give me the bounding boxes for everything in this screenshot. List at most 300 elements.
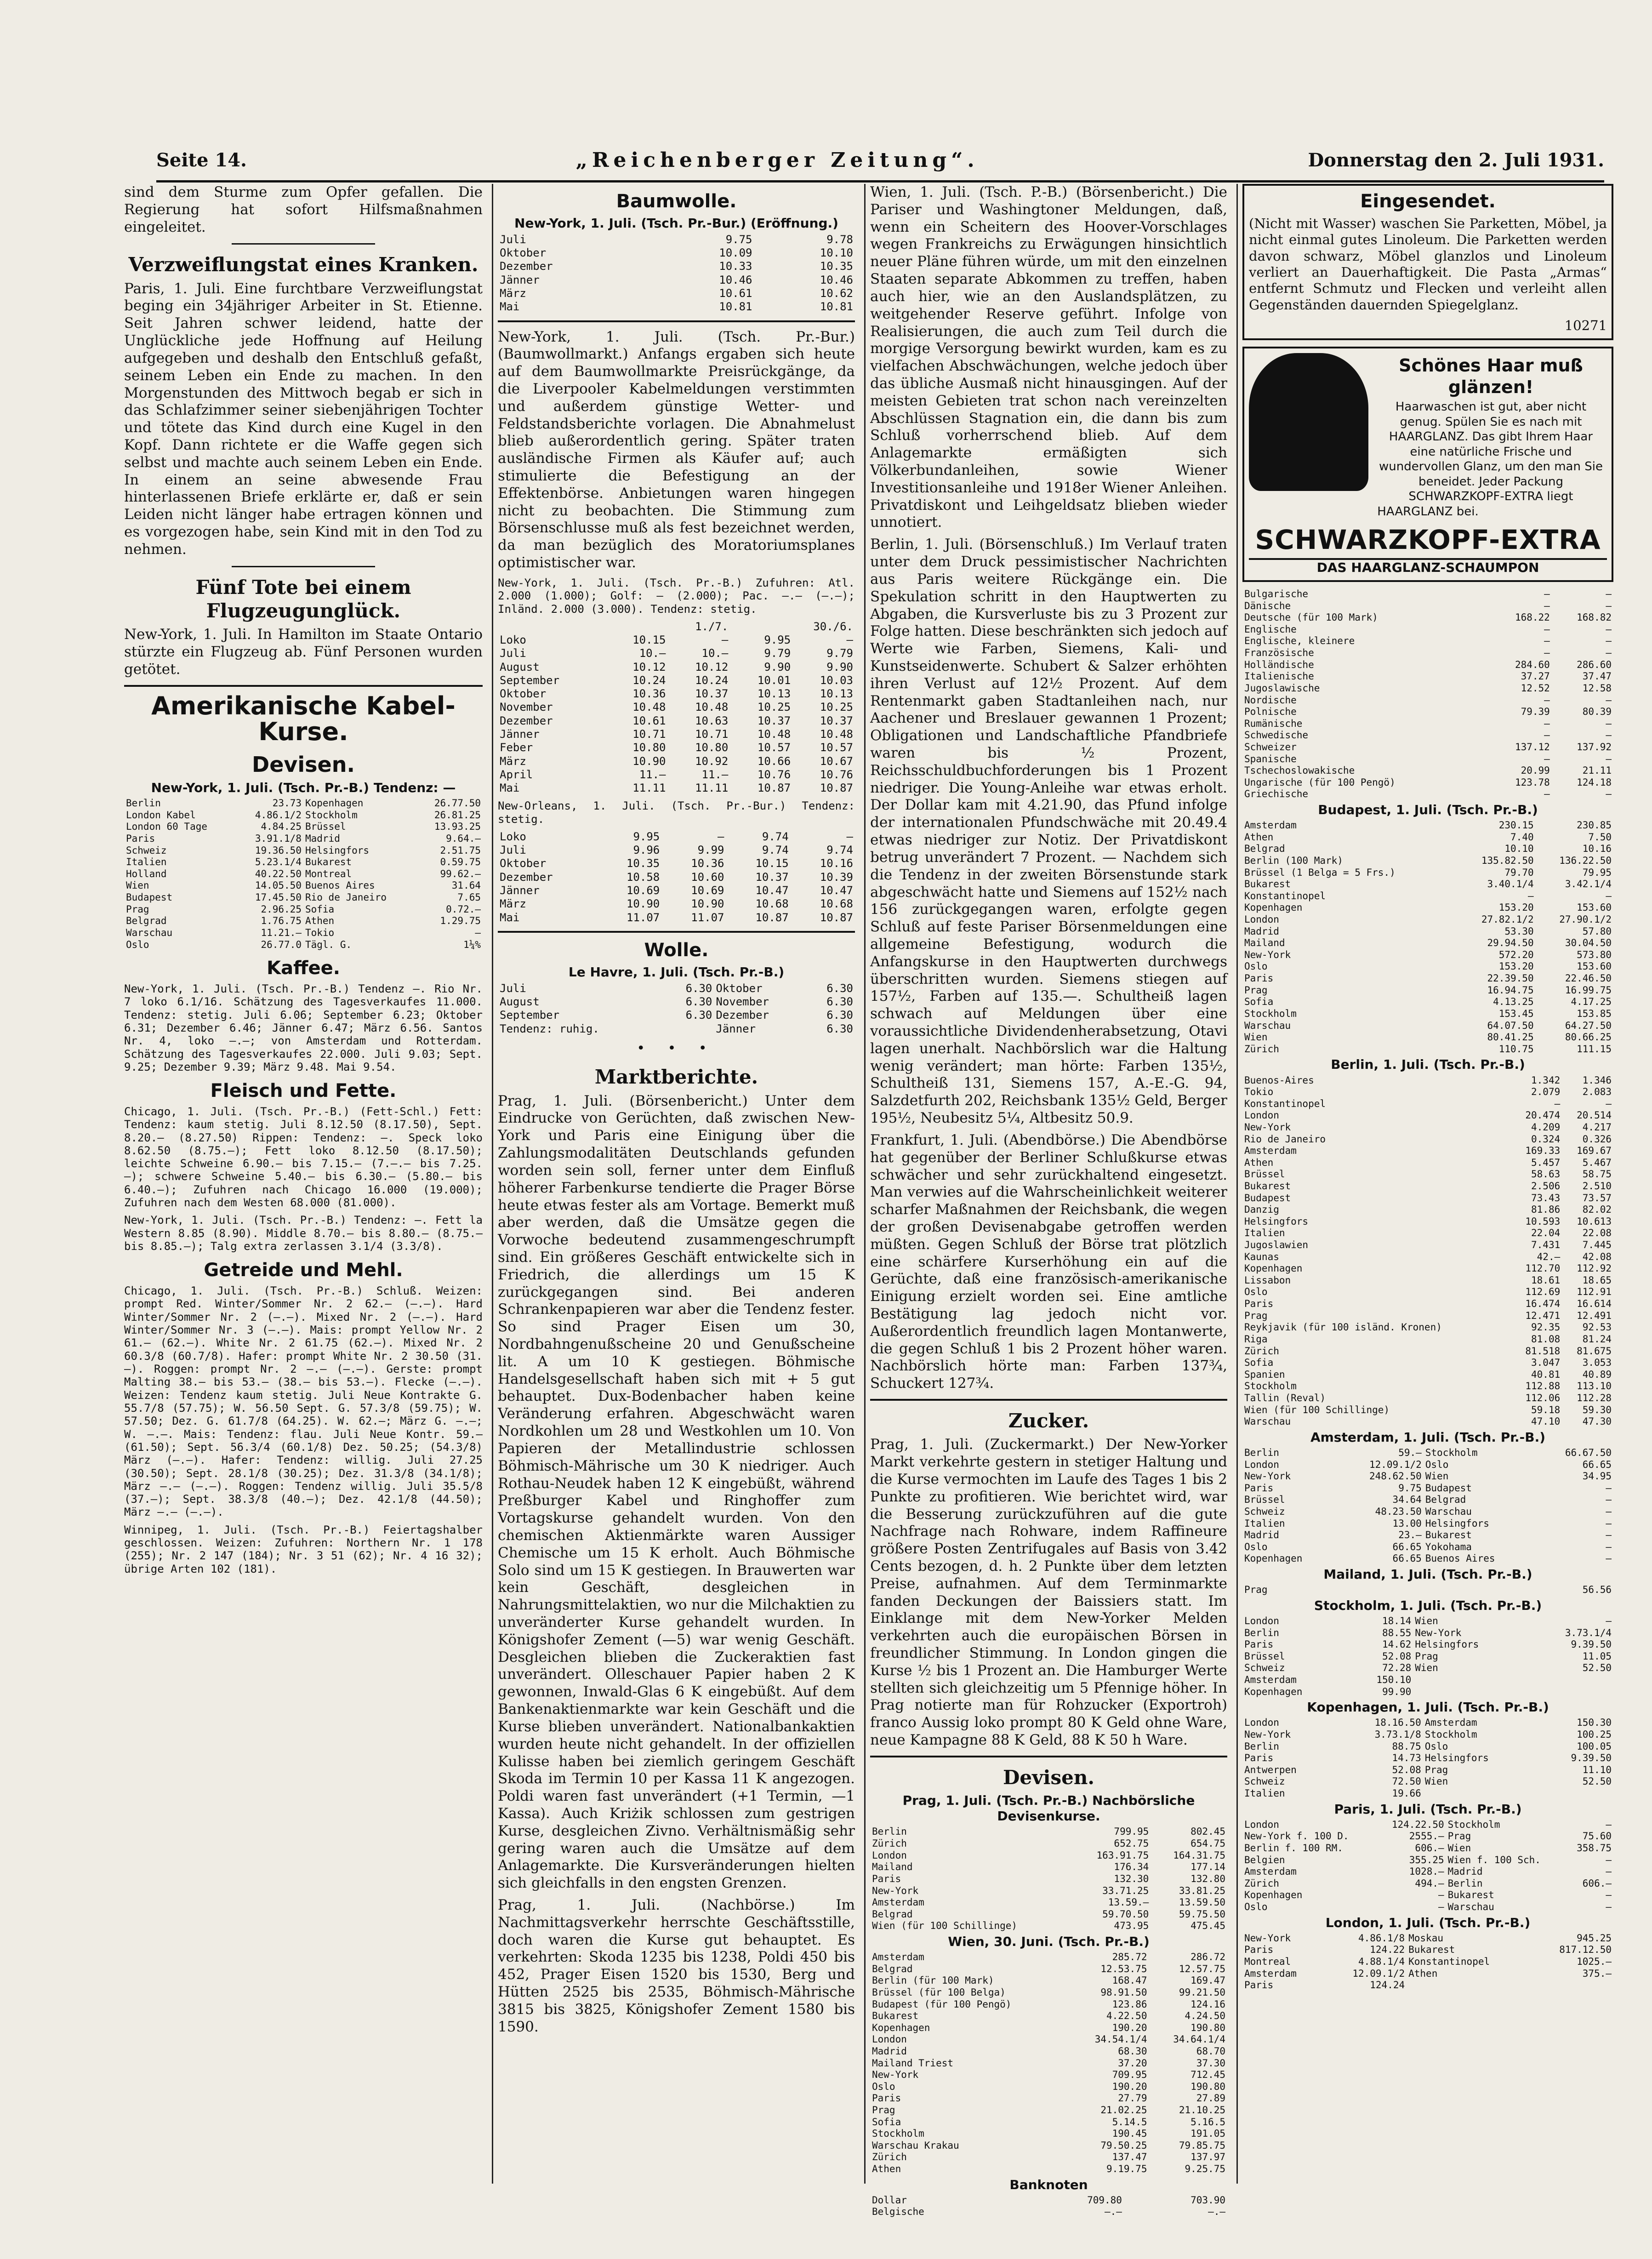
table-cell: — [1606,1553,1612,1564]
table-cell: Oslo [1424,1740,1448,1752]
table-cell: 9.74 [762,830,789,843]
table-cell: Kopenhagen [1244,1889,1303,1901]
advert-brand: SCHWARZKOPF-EXTRA [1255,524,1601,556]
table-cell: 80.39 [1582,706,1612,718]
table-cell: 112.06 [1525,1392,1561,1403]
table-row [498,982,855,995]
table-cell: 9.75 [1398,1482,1422,1494]
table-cell: 22.46.50 [1565,973,1612,984]
table-row [498,755,855,768]
table-cell: — [1606,1615,1612,1626]
table-cell: Belgrad [872,1963,913,1974]
table-cell: Dollar [872,2194,907,2206]
table-row [1242,612,1613,624]
table-row [870,1838,1227,1850]
stockholm-table [1242,1615,1613,1698]
table-row [870,2140,1227,2152]
table-cell: Polnische [1244,706,1297,718]
table-cell [1413,1686,1528,1698]
table-cell: New-York [872,2069,919,2081]
table-row [1242,985,1613,997]
wien-devisen-table [870,1951,1227,2175]
table-cell: Jänner [500,884,540,897]
table-cell: 10.81 [719,300,752,314]
table-cell: Griechische [1244,788,1309,800]
table-cell: 100.05 [1577,1740,1612,1752]
section-fleisch: Fleisch und Fette. [210,1080,397,1102]
table-cell: 4.88.1/4 [1358,1956,1405,1968]
column-1 [120,184,487,2184]
table-cell: New-York f. 100 D. [1244,1831,1349,1842]
dateline: Paris, 1. Juli. (Tsch. Pr.-B.) [1334,1801,1522,1817]
table-cell: 10.57 [757,741,791,754]
table-cell: 22.39.50 [1487,973,1534,984]
divider [232,243,375,245]
table-cell: Paris [1244,1482,1274,1494]
table-cell: 20.99 [1521,765,1550,776]
table-cell: Dezember [500,260,553,273]
table-cell: Jugoslawien [1244,1239,1309,1251]
table-cell: Rumänische [1244,718,1303,729]
table-cell: New-York [1244,1121,1291,1133]
table-cell: London [1244,1459,1279,1470]
berlin-devisen-table [1242,1075,1613,1428]
table-cell: 4.17.25 [1571,996,1612,1008]
table-cell: Prag [872,2105,895,2116]
newspaper-name: „Reichenberger Zeitung“. [575,148,979,172]
table-cell: — [1606,1854,1612,1865]
table-cell: 10.03 [820,673,853,687]
table-row [1242,695,1613,707]
table-cell: 3.053 [1582,1357,1612,1369]
table-cell: 34.54.1/4 [1094,2034,1147,2045]
page-number: Seite 14. [156,149,247,171]
table-cell: Jänner [716,1022,756,1035]
table-row [1242,1541,1613,1553]
table-cell: Italien [1244,1517,1285,1529]
table-row [1242,1169,1613,1181]
table-cell: Oslo [872,2081,895,2092]
table-row [1242,1020,1613,1032]
table-cell: 9.39.50 [1571,1639,1612,1650]
table-cell: Amsterdam [872,1897,924,1908]
table-row [1242,1216,1613,1228]
table-row [1242,1717,1613,1729]
table-cell: 153.20 [1498,961,1534,972]
table-cell: Madrid [1244,925,1279,937]
banknoten-label: Banknoten [1009,2177,1088,2192]
table-cell: 81.08 [1531,1333,1561,1345]
table-cell: Kopenhagen [1244,1263,1303,1274]
table-row [1242,1032,1613,1044]
table-cell: 10.48 [632,701,666,714]
table-cell: 10.10 [820,246,853,260]
table-cell: 34.95 [1582,1471,1612,1482]
table-cell: 10.69 [691,884,724,897]
table-cell: Brüssel [1244,1650,1285,1662]
table-row [1242,624,1613,636]
table-row [498,687,855,701]
table-cell: Madrid [1244,1529,1279,1541]
table-row [1242,1686,1613,1698]
table-cell: Budapest [126,892,173,903]
table-cell: 10.25 [757,701,791,714]
table-cell: 286.60 [1577,659,1612,670]
table-cell: 3.40.1/4 [1487,878,1534,890]
table-row [1242,600,1613,612]
table-row [870,1826,1227,1838]
table-cell: September [500,673,560,687]
table-cell: 40.22.50 [255,868,302,879]
table-cell: — [1544,730,1550,741]
table-row [1242,1729,1613,1741]
table-cell: Riga [1244,1333,1268,1345]
table-cell: Wien [1415,1662,1438,1674]
table-cell: Stockholm [872,2128,924,2139]
table-cell: 150.30 [1577,1717,1612,1728]
table-cell: August [500,660,540,673]
paris-table [1242,1819,1613,1913]
table-cell: 9.79 [826,647,853,660]
budapest-table [1242,820,1613,1055]
table-cell: 80.66.25 [1565,1032,1612,1043]
table-cell: 58.63 [1531,1169,1561,1180]
table-cell: Buenos Aires [305,880,375,891]
table-cell: 27.89 [1196,2093,1225,2104]
table-row [1242,1831,1613,1843]
table-row [1242,788,1613,800]
table-cell: 10.37 [820,714,853,727]
table-cell: — [1606,1482,1612,1494]
table-row [498,1022,855,1036]
table-cell: Berlin [872,1826,907,1837]
table-cell: 10.76 [820,768,853,781]
table-row [124,939,483,951]
table-cell: 176.34 [1114,1861,1149,1873]
table-cell [1528,1674,1613,1686]
table-cell: Zürich [872,1838,907,1849]
table-row [870,2069,1227,2081]
table-cell: 10.67 [820,754,853,768]
table-cell: 12.57.75 [1179,1963,1225,1974]
table-cell: Sofia [1244,1357,1274,1369]
table-cell: Bukarest [1425,1529,1472,1541]
table-cell: 4.209 [1531,1121,1561,1133]
table-row [1242,1369,1613,1381]
table-cell: 190.80 [1191,2081,1225,2092]
table-cell: Paris [872,2093,901,2104]
kabel-table-wrap [124,798,483,951]
table-row [498,741,855,754]
table-cell: 73.57 [1582,1192,1612,1204]
schwarzkopf-advert [1242,347,1613,582]
table-cell: — [1606,1506,1612,1517]
table-cell: 10.37 [757,714,791,727]
table-cell: Loko [500,633,526,647]
table-cell: — [1544,623,1550,635]
table-row [1242,706,1613,718]
table-cell: 4.217 [1582,1121,1612,1133]
table-cell: 1.342 [1531,1074,1561,1086]
table-row [498,995,855,1009]
table-cell: 190.20 [1112,2022,1147,2033]
table-cell: Prag [1447,1831,1471,1842]
table-row [498,1009,855,1022]
table-row [1242,1404,1613,1416]
table-cell: 12.58 [1582,682,1612,694]
table-cell: Prag [1244,1584,1268,1596]
table-cell: Oslo [1244,1286,1268,1298]
table-row [1242,1204,1613,1216]
table-cell: Brüssel [305,821,346,833]
table-row [1242,647,1613,659]
table-cell: 17.45.50 [255,892,302,903]
table-cell: 5.14.5 [1112,2116,1147,2128]
table-cell: 11.21.— [261,927,302,938]
table-cell: Rio de Janeiro [305,892,387,903]
table-cell: 66.65 [1582,1459,1612,1470]
table-cell: Amsterdam [872,1951,924,1963]
table-cell: Oslo [126,939,149,950]
dateline: Prag, 1. Juli. (Tsch. Pr.-B.) Nachbörsliche Devisenkurse. [902,1793,1195,1824]
table-row [498,857,855,870]
table-cell: 10.48 [757,727,791,741]
table-row [1242,765,1613,777]
table-cell: 153.45 [1498,1008,1534,1019]
table-cell: Belgrad [1425,1494,1466,1506]
table-cell: Budapest (für 100 Pengö) [872,1998,1012,2010]
table-cell: — [1606,1901,1612,1913]
table-cell: Nordische [1244,694,1297,706]
table-cell: August [500,995,540,1009]
table-cell: 124.22.50 [1391,1819,1444,1830]
table-cell: Kopenhagen [1244,902,1303,913]
table-cell: 124.22 [1370,1944,1405,1956]
table-cell: — [1606,1866,1612,1877]
table-cell: 111.15 [1577,1043,1612,1055]
table-cell: Buenos Aires [1425,1553,1495,1564]
article-verzweiflungstat: Paris, 1. Juli. Eine furchtbare Verzweiflungstat beging ein 34jähriger Arbeiter in St. Etienne. Seit Jahren schwer leidend, hatte der Unglückliche jede Hoffnung auf Heilung aufgegeben und deshalb den Entschluß gefaßt, seinem Leben ein Ende zu machen. In den Morgenstunden des Mittwoch begab er sich in das Schlafzimmer seiner siebenjährigen Tochter und tötete das Kind durch eine Kugel in den Kopf. Dann richtete er die Waffe gegen sich selbst und machte auch seinem Leben ein Ende. In einem an seine abwesende Frau hinterlassenen Briefe erklärte er, daß er sein Leiden nicht länger habe ertragen können und es vorgezogen habe, sein Kind mit in den Tod zu nehmen. [124,280,483,558]
table-row [1242,1310,1613,1322]
table-row [1242,914,1613,926]
table-cell: 26.77.0 [261,939,302,950]
table-cell: Prag [1415,1650,1438,1662]
report-prag-nachboerse: Prag, 1. Juli. (Nachbörse.) Im Nachmittagsverkehr herrschte Geschäftsstille, doch waren die Kurse gut behauptet. Es verkehrten: Skoda 1235 bis 1238, Poldi 450 bis 452, Prager Eisen 1520 bis 1530, Berg und Hütten 2525 bis 2535, Böhmisch-Mährische 3815 bis 3825, Königshofer Zement 1580 bis 1590. [498,1897,855,2035]
table-cell: 4.24.50 [1185,2010,1225,2022]
table-cell: 16.474 [1525,1298,1561,1310]
table-cell: Oslo [1244,1541,1268,1552]
table-cell: — [846,830,853,843]
table-cell: 190.45 [1112,2128,1147,2139]
table-cell: Warschau [1425,1506,1472,1517]
table-cell: 5.467 [1582,1157,1612,1168]
table-cell: 652.75 [1114,1838,1149,1849]
table-cell: 10.66 [757,754,791,768]
table-cell: 10.13 [820,687,853,701]
table-row [498,871,855,884]
table-cell: 59.18 [1531,1404,1561,1415]
table-cell: 57.80 [1582,925,1612,937]
table-row [124,915,483,927]
table-cell: — [475,927,481,938]
london-table [1242,1933,1613,1991]
table-cell: 285.72 [1112,1951,1147,1963]
table-cell: Schwedische [1244,730,1309,741]
table-cell: Bukarest [1447,1889,1494,1901]
baumwolle-table [498,620,855,795]
table-row [870,2010,1227,2022]
table-cell: 13.59.— [1108,1897,1149,1908]
table-cell: 3.047 [1531,1357,1561,1369]
table-cell: 79.85.75 [1179,2139,1225,2151]
table-cell: 19.66 [1392,1788,1421,1799]
table-cell: 110.75 [1498,1043,1534,1055]
table-cell: 33.81.25 [1179,1885,1225,1896]
table-cell: 10.90 [691,897,724,911]
dateline: Kopenhagen, 1. Juli. (Tsch. Pr.-B.) [1307,1700,1549,1715]
section-wolle: Wolle. [644,939,709,961]
table-row [870,2105,1227,2116]
table-row [124,880,483,892]
table-row [870,2022,1227,2034]
table-cell: Mai [500,782,520,795]
table-cell: 92.35 [1531,1322,1561,1333]
table-cell: 27.90.1/2 [1559,914,1612,925]
table-cell: 799.95 [1114,1826,1149,1837]
table-row [498,260,855,273]
table-cell: 709.95 [1112,2069,1147,2081]
table-cell: Loko [500,830,526,843]
table-cell: Wien [1415,1615,1438,1626]
table-cell: Brüssel [1244,1494,1285,1506]
table-cell: 817.12.50 [1559,1944,1612,1956]
table-cell: 153.60 [1577,961,1612,972]
table-cell: 164.31.75 [1173,1849,1225,1861]
table-cell: 230.15 [1498,820,1534,831]
issue-date: Donnerstag den 2. Juli 1931. [1308,149,1604,171]
table-cell: Madrid [1447,1866,1483,1877]
table-cell: Paris [1244,1639,1274,1650]
table-cell: Paris [1244,1298,1274,1310]
table-row [1242,1181,1613,1192]
divider [870,1756,1227,1757]
eingesendet-text: (Nicht mit Wasser) waschen Sie Parketten, Möbel, ja nicht einmal gutes Linoleum. Die Parketten werden davon schwarz, Möbel glanzlos und Linoleum verliert an Dauerhaftigkeit. Die Pasta „Armas“ entfernt Schmutz und Flecken und verleiht allen Gegenständen dauernden Spiegelglanz. [1249,215,1607,313]
table-cell: 573.80 [1577,949,1612,960]
table-row [870,2081,1227,2093]
table-cell: 29.94.50 [1487,937,1534,949]
table-cell: — [1527,890,1534,901]
table-cell: Oslo [1425,1459,1449,1470]
table-cell: 112.28 [1577,1392,1612,1403]
table-cell: 169.67 [1577,1145,1612,1157]
table-cell: Juli [500,981,526,995]
table-cell: Paris [1244,1752,1274,1764]
table-cell: 2.083 [1582,1086,1612,1098]
table-cell: 9.75 [725,233,752,246]
table-cell: 6.30 [826,981,853,995]
separator-dots: • • • [637,1040,716,1056]
table-row [870,1920,1227,1932]
table-cell: 59.75.50 [1179,1908,1225,1920]
table-row [1242,588,1613,600]
table-cell: Berlin [1244,1447,1279,1458]
table-cell: 7.40 [1510,831,1534,843]
table-cell: — [1544,635,1550,647]
table-cell: — [1554,1098,1561,1109]
table-cell: 10.13 [757,687,791,701]
table-cell: 10.68 [820,897,853,911]
wolle-table [498,982,855,1036]
table-cell: 10.10 [1504,843,1534,855]
prag-devisen-table [870,1826,1227,1932]
table-cell: 10.81 [820,300,853,314]
table-cell: — [1544,588,1550,600]
table-cell: 37.47 [1582,671,1612,682]
advert-headline: Schönes Haar muß glänzen! [1399,355,1583,397]
table-cell: 2555.— [1409,1831,1444,1842]
table-cell: 14.62 [1382,1639,1412,1650]
table-cell: 11.— [639,768,666,781]
table-cell: 92.53 [1582,1322,1612,1333]
table-cell: Warschau [126,927,173,938]
table-cell: — [1606,588,1612,600]
column-2 [492,184,860,2184]
table-cell: — [1606,1819,1612,1830]
table-cell: London Kabel [126,809,196,821]
table-cell: 137.47 [1112,2151,1147,2163]
table-cell: Tokio [305,927,335,938]
report-fleisch-ny: New-York, 1. Juli. (Tsch. Pr.-B.) Tendenz: —. Fett la Western 8.85 (8.90). Middle 8.70.— bis 8.80.— (8.75.— bis 8.85.—); Talg extra zerlassen 3.1/4 (3.3/8). [124,1214,483,1253]
table-row [1242,1346,1613,1358]
table-cell: 153.85 [1577,1008,1612,1019]
woman-profile-illustration [1249,353,1368,491]
table-cell: 137.12 [1515,741,1550,753]
table-cell: — [1606,788,1612,800]
table-cell: 6.30 [826,1009,853,1022]
table-cell: 945.25 [1577,1932,1612,1944]
table-cell: 11.10 [1582,1764,1612,1775]
table-cell: Italien [1244,1788,1285,1799]
table-cell: Berlin [1447,1877,1483,1889]
section-devisen: Devisen. [1003,1766,1095,1789]
table-cell: 4.86.1/8 [1358,1932,1405,1944]
dateline: Wien, 30. Juni. (Tsch. Pr.-B.) [948,1934,1150,1949]
table-cell: 80.41.25 [1487,1032,1534,1043]
table-row [1242,1134,1613,1146]
table-row [1242,1298,1613,1310]
table-cell: — [1606,600,1612,611]
table-cell: 10.15 [632,633,666,647]
table-cell: 10.48 [695,701,729,714]
table-cell: 16.99.75 [1565,984,1612,996]
table-cell: 10.90 [626,897,660,911]
table-cell: — [1606,1098,1612,1109]
table-cell: 10.46 [820,273,853,286]
table-cell: Belgrad [126,915,167,927]
table-cell: 123.86 [1112,1998,1147,2010]
advert-tagline: DAS HAARGLANZ-SCHAUMPON [1249,558,1607,576]
table-cell: 12.491 [1577,1310,1612,1321]
table-row [498,246,855,260]
table-cell: 11.— [701,768,729,781]
table-cell: Konstantinopel [1408,1956,1490,1968]
table-row [870,2195,1227,2207]
table-cell: 9.25.75 [1185,2163,1225,2175]
table-cell: 20.474 [1525,1110,1561,1121]
table-cell: 10.24 [695,673,729,687]
report-winnipeg: Winnipeg, 1. Juli. (Tsch. Pr.-B.) Feiertagshalber geschlossen. Weizen: Zufuhren: Northern Nr. 1 178 (255); Nr. 2 147 (184); Nr. 3 51 (62); Nr. 4 16 32); übrige Arten 102 (181). [124,1523,483,1575]
table-row [870,1963,1227,1975]
